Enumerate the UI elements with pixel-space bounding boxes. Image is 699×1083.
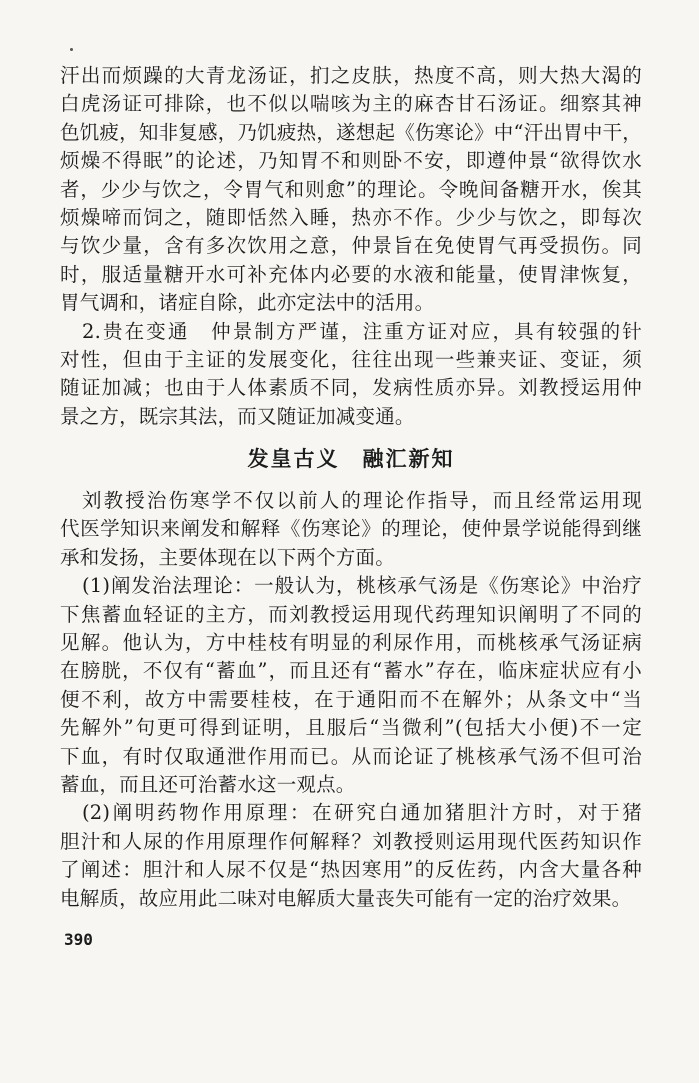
paragraph-flexibility bbox=[60, 318, 642, 432]
section-heading: 发皇古义 融汇新知 bbox=[247, 446, 455, 472]
text-line: 蓄血，而且还可治蓄水这一观点。 bbox=[60, 772, 356, 796]
text-line: 对性，但由于主证的发展变化，往往出现一些兼夹证、变证，须 bbox=[60, 347, 642, 371]
page-number: 390 bbox=[64, 930, 93, 949]
text-line: 烦燥啼而饲之，随即恬然入睡，热亦不作。少少与饮之，即每次 bbox=[60, 205, 642, 229]
text-line: 胃气调和，诸症自除，此亦定法中的活用。 bbox=[60, 291, 435, 315]
paragraph-treatment-theory bbox=[60, 572, 642, 799]
text-line: 下血，有时仅取通泄作用而已。从而论证了桃核承气汤不但可治 bbox=[60, 744, 642, 768]
text-line: 者，少少与饮之，令胃气和则愈”的理论。令晚间备糖开水，俟其 bbox=[60, 177, 642, 201]
paragraph-case-continuation bbox=[60, 62, 642, 318]
text-line: 时，服适量糖开水可补充体内必要的水液和能量，使胃津恢复， bbox=[60, 262, 642, 286]
text-line: 电解质，故应用此二味对电解质大量丧失可能有一定的治疗效果。 bbox=[60, 886, 632, 910]
text-line: 烦燥不得眠”的论述，乃知胃不和则卧不安，即遵仲景“欲得饮水 bbox=[60, 149, 642, 173]
text-line: 刘教授治伤寒学不仅以前人的理论作指导，而且经常运用现 bbox=[82, 489, 642, 513]
text-line: 色饥疲，知非复感，乃饥疲热，遂想起《伤寒论》中“汗出胃中干， bbox=[60, 120, 642, 144]
text-line: 2.贵在变通 仲景制方严谨，注重方证对应，具有较强的针 bbox=[82, 319, 642, 343]
print-speck bbox=[70, 48, 73, 51]
paragraph-intro bbox=[60, 487, 642, 572]
text-line: 了阐述：胆汁和人尿不仅是“热因寒用”的反佐药，内含大量各种 bbox=[60, 858, 642, 882]
text-line: 承和发扬，主要体现在以下两个方面。 bbox=[60, 545, 395, 569]
text-line: 在膀胱，不仅有“蓄血”，而且还有“蓄水”存在，临床症状应有小 bbox=[60, 659, 642, 683]
text-line: 代医学知识来阐发和解释《伤寒论》的理论，使仲景学说能得到继 bbox=[60, 517, 642, 541]
text-line: 白虎汤证可排除，也不似以喘咳为主的麻杏甘石汤证。细察其神 bbox=[60, 92, 642, 116]
text-line: (2)阐明药物作用原理：在研究白通加猪胆汁方时，对于猪 bbox=[82, 801, 642, 825]
text-line: (1)阐发治法理论：一般认为，桃核承气汤是《伤寒论》中治疗 bbox=[82, 574, 642, 598]
text-line: 景之方，既宗其法，而又随证加减变通。 bbox=[60, 404, 415, 428]
text-line: 便不利，故方中需要桂枝，在于通阳而不在解外；从条文中“当 bbox=[60, 687, 642, 711]
text-line: 与饮少量，含有多次饮用之意，仲景旨在免使胃气再受损伤。同 bbox=[60, 234, 642, 258]
text-line: 先解外”句更可得到证明，且服后“当微利”(包括大小便)不一定 bbox=[60, 716, 642, 740]
text-line: 见解。他认为，方中桂枝有明显的利尿作用，而桃核承气汤证病 bbox=[60, 631, 642, 655]
text-line: 下焦蓄血轻证的主方，而刘教授运用现代药理知识阐明了不同的 bbox=[60, 602, 642, 626]
text-line: 汗出而烦躁的大青龙汤证，扪之皮肤，热度不高，则大热大渴的 bbox=[60, 64, 642, 87]
text-block bbox=[60, 62, 642, 913]
text-line: 随证加减；也由于人体素质不同，发病性质亦异。刘教授运用仲 bbox=[60, 376, 642, 400]
text-line: 胆汁和人尿的作用原理作何解释？刘教授则运用现代医药知识作 bbox=[60, 829, 642, 853]
paragraph-drug-mechanism bbox=[60, 799, 642, 913]
